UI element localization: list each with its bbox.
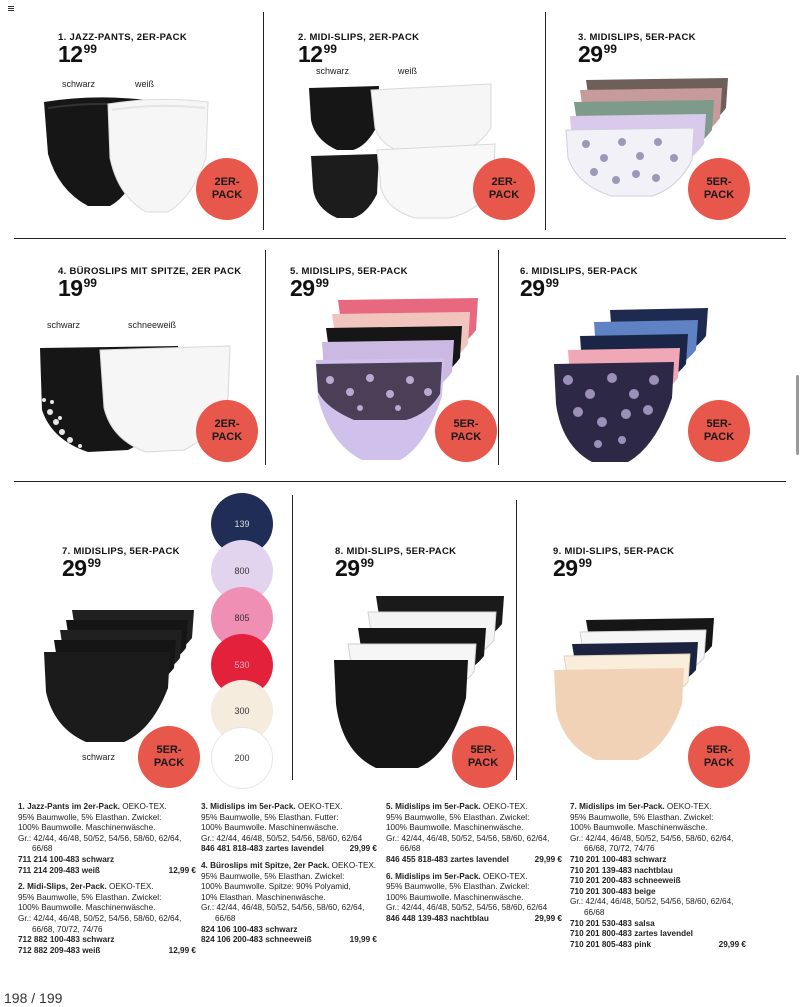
color-swatch[interactable]: 530: [211, 634, 273, 696]
product-image: [40, 608, 200, 746]
product-title: 6. MIDISLIPS, 5ER-PACK: [520, 266, 638, 277]
pack-badge: 2ER- PACK: [196, 400, 258, 462]
pack-badge: 5ER- PACK: [688, 158, 750, 220]
pack-badge: 2ER- PACK: [473, 158, 535, 220]
pack-badge: 5ER- PACK: [452, 726, 514, 788]
product-price: $29^{99}$: [520, 275, 559, 301]
pack-badge: 5ER- PACK: [138, 726, 200, 788]
product-title: 2. MIDI-SLIPS, 2ER-PACK: [298, 32, 420, 43]
description-column: 5. Midislips im 5er-Pack. OEKO-TEX. 95% Baumwolle, 5% Elasthan. Zwickel: 100% Baumwolle. Maschinenwäsche. Gr.: 42/44, 46/48, 50/52, 54/56, 58/60, 62/64, 66/68 846 455 818-483 zartes lavendel 29,99 € 6. Midislips im 5er-Pack. OEKO-TEX. 95% Baumwolle, 5% Elasthan. Zwickel: 100% Baumwolle. Maschinenwäsche. Gr.: 42/44, 46/48, 50/52, 54/56, 58/60, 62/64 846 448 139-483 nachtblau 29,99 €: [386, 802, 562, 923]
product-image: [305, 80, 505, 235]
product-price: $29^{99}$: [553, 555, 592, 581]
product-price: $29^{99}$: [335, 555, 374, 581]
divider: [14, 238, 786, 239]
product-title: 5. MIDISLIPS, 5ER-PACK: [290, 266, 408, 277]
product-title: 1. JAZZ-PANTS, 2ER-PACK: [58, 32, 188, 43]
product-price: $12^{99}$: [298, 41, 337, 67]
description-column: 7. Midislips im 5er-Pack. OEKO-TEX. 95% Baumwolle, 5% Elasthan. Zwickel: 100% Baumwolle. Maschinenwäsche. Gr.: 42/44, 46/48, 50/52, 54/56, 58/60, 62/64, 66/68, 70/72, 74/76 710 201 100-483 schwarz 710 201 139-483 nachtblau 710 201 200-483 schneeweiß 710 201 300-483 beige Gr.: 42/44, 46/48, 50/52, 54/56, 58/60, 62/64, 66/68 710 201 530-483 salsa 710 201 800-483 zartes lavendel 710 201 805-483 pink 29,99 €: [570, 802, 746, 949]
product-title: 8. MIDI-SLIPS, 5ER-PACK: [335, 546, 457, 557]
color-swatch[interactable]: 300: [211, 680, 273, 742]
description-column: 3. Midislips im 5er-Pack. OEKO-TEX. 95% Baumwolle, 5% Elasthan. Futter: 100% Baumwolle. Maschinenwäsche. Gr.: 42/44, 46/48, 50/52, 54/56, 58/60, 62/64 846 481 818-483 zartes lavendel 29,99 € 4. Büroslips mit Spitze, 2er Pack. OEKO-TEX. 95% Baumwolle, 5% Elasthan. Zwickel: 100% Baumwolle. Spitze: 90% Polyamid, 10% Elasthan. Maschinenwäsche. Gr.: 42/44, 46/48, 50/52, 54/56, 58/60, 62/64, 66/68 824 106 100-483 schwarz 824 106 200-483 schneeweiß 19,99 €: [201, 802, 377, 945]
color-label: weiß: [398, 66, 418, 76]
product-price: $29^{99}$: [62, 555, 101, 581]
color-label: schwarz: [62, 79, 96, 89]
divider: [545, 12, 546, 230]
color-swatch[interactable]: 800: [211, 540, 273, 602]
divider: [265, 250, 266, 465]
product-price: $29^{99}$: [290, 275, 329, 301]
page-number: 198 / 199: [4, 990, 63, 1006]
pack-badge: 5ER- PACK: [435, 400, 497, 462]
product-title: 9. MIDI-SLIPS, 5ER-PACK: [553, 546, 675, 557]
color-swatch[interactable]: 200: [211, 727, 273, 789]
menu-icon[interactable]: [8, 6, 14, 11]
divider: [498, 250, 499, 465]
product-price: $19^{99}$: [58, 275, 97, 301]
scrollbar[interactable]: [796, 375, 799, 455]
product-image: [40, 94, 220, 224]
product-title: 4. BÜROSLIPS MIT SPITZE, 2ER PACK: [58, 266, 242, 277]
divider: [516, 500, 517, 780]
pack-badge: 2ER- PACK: [196, 158, 258, 220]
color-label: weiß: [135, 79, 155, 89]
product-price: $29^{99}$: [578, 41, 617, 67]
description-column: 1. Jazz-Pants im 2er-Pack. OEKO-TEX. 95% Baumwolle, 5% Elasthan. Zwickel: 100% Baumwolle. Maschinenwäsche. Gr.: 42/44, 46/48, 50/52, 54/56, 58/60, 62/64, 66/68 711 214 100-483 schwarz 711 214 209-483 weiß 12,99 € 2. Midi-Slips, 2er-Pack. OEKO-TEX. 95% Baumwolle, 5% Elasthan. Zwickel: 100% Baumwolle. Maschinenwäsche. Gr.: 42/44, 46/48, 50/52, 54/56, 58/60, 62/64, 66/68, 70/72, 74/76 712 882 100-483 schwarz 712 882 209-483 weiß 12,99 €: [18, 802, 196, 955]
color-label: schneeweiß: [128, 320, 177, 330]
pack-badge: 5ER- PACK: [688, 726, 750, 788]
color-swatch[interactable]: 805: [211, 587, 273, 649]
divider: [263, 12, 264, 230]
color-label: schwarz: [82, 752, 116, 762]
product-title: 3. MIDISLIPS, 5ER-PACK: [578, 32, 696, 43]
color-label: schwarz: [316, 66, 350, 76]
product-title: 7. MIDISLIPS, 5ER-PACK: [62, 546, 180, 557]
product-image: [548, 306, 713, 468]
product-price: $12^{99}$: [58, 41, 97, 67]
color-label: schwarz: [47, 320, 81, 330]
divider: [292, 495, 293, 780]
pack-badge: 5ER- PACK: [688, 400, 750, 462]
color-swatch[interactable]: 139: [211, 493, 273, 555]
divider: [14, 481, 786, 482]
